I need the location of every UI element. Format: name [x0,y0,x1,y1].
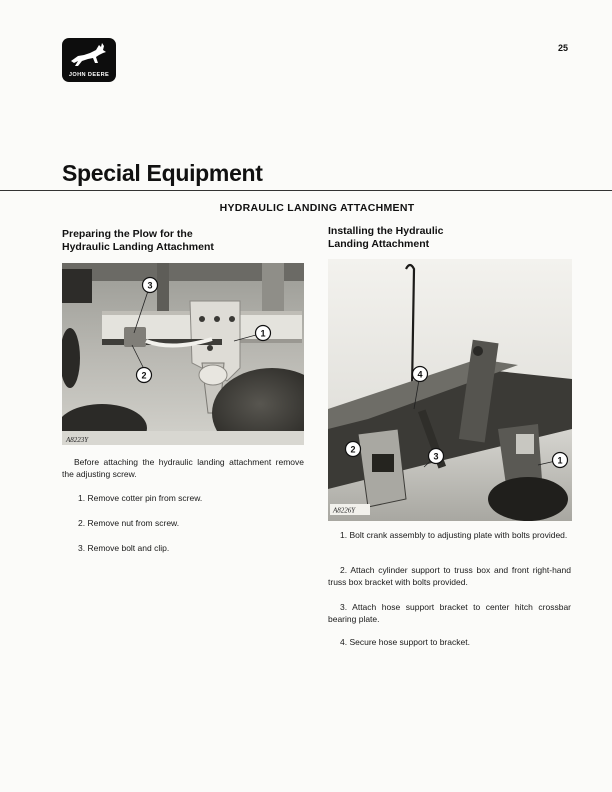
right-callout-4 [413,367,428,382]
sub-heading: HYDRAULIC LANDING ATTACHMENT [219,202,415,214]
left-step-2: 2. Remove nut from screw. [78,518,180,528]
page-number: 25 [557,43,568,53]
left-callout-1-label: 1 [260,328,266,339]
right-step-3: 3. Attach hose support bracket to center hitch crossbar bearing plate. [328,602,571,624]
left-callout-2-label: 2 [141,370,147,381]
left-column-heading [62,228,282,254]
right-callout-1-label: 1 [557,455,563,466]
left-photo-plow-adjusting-screw [62,263,304,445]
right-photo-illustration [328,259,572,521]
left-heading-line-2: Hydraulic Landing Attachment [62,241,214,253]
left-step-3: 3. Remove bolt and clip. [78,543,170,553]
right-heading-line-2: Landing Attachment [328,238,430,250]
right-step-2: 2. Attach cylinder support to truss box and front right-hand truss box bracket with bolts provided. [328,565,571,587]
left-callout-3-label: 3 [147,280,153,291]
left-photo-code: A8223Y [66,436,89,444]
title-rule [0,190,612,191]
right-step-1: 1. Bolt crank assembly to adjusting plate with bolts provided. [340,530,568,540]
right-heading-line-1: Installing the Hydraulic [328,225,444,237]
right-callout-2-label: 2 [350,444,356,455]
left-callout-3 [143,278,158,293]
leaping-deer-icon [68,41,110,71]
right-photo-code: A8226Y [333,506,356,515]
right-callout-1 [553,453,568,468]
john-deere-logo [62,38,116,82]
right-callout-4-label: 4 [417,369,423,380]
left-callout-1 [256,326,271,341]
left-intro-paragraph: Before attaching the hydraulic landing attachment remove the adjusting screw. [62,457,304,479]
right-callout-3 [429,449,444,464]
left-callout-2 [137,368,152,383]
section-title: Special Equipment [62,160,263,186]
right-photo-hydraulic-attachment [328,259,572,521]
left-heading-line-1: Preparing the Plow for the [62,228,193,240]
right-callout-3-label: 3 [433,451,439,462]
right-callout-2 [346,442,361,457]
right-step-4: 4. Secure hose support to bracket. [340,637,470,647]
logo-brand-text: JOHN DEERE [68,72,110,78]
left-step-1: 1. Remove cotter pin from screw. [78,493,203,503]
right-column-heading [328,225,548,251]
left-photo-illustration [62,263,304,445]
